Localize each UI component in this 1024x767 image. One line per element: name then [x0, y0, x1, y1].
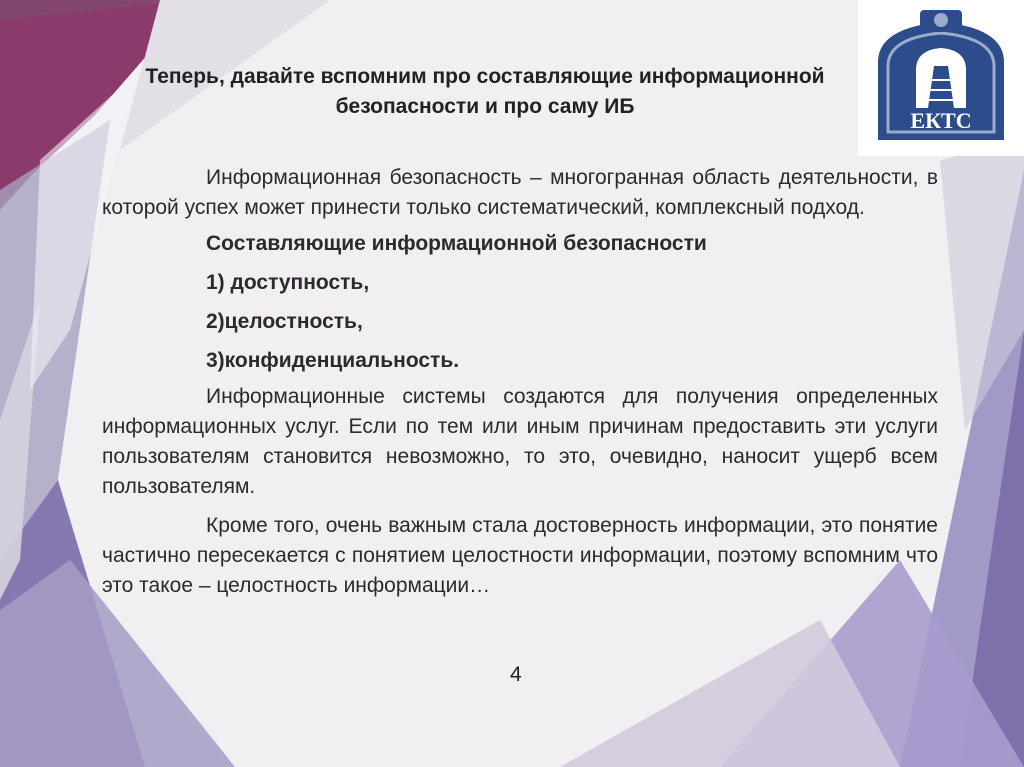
- paragraph-intro: Информационная безопасность – многогранная область деятельности, в которой успех может принести только систематический, комплексный подход.: [102, 166, 938, 219]
- component-integrity: 2)целостность,: [206, 310, 363, 333]
- page-number: 4: [510, 663, 522, 686]
- paragraph-reliability: Кроме того, очень важным стала достоверность информации, это понятие частично пересекается с понятием целостности информации, поэтому вспомним что это такое – целостность информации…: [102, 514, 938, 597]
- slide-title: Теперь, давайте вспомним про составляющие информационной безопасности и про саму ИБ: [145, 65, 825, 118]
- logo: [858, 0, 1024, 156]
- slide-body: [102, 163, 938, 601]
- college-emblem-icon: [858, 0, 1024, 156]
- paragraph-services: Информационные системы создаются для получения определенных информационных услуг. Если по тем или иным причинам предоставить эти услуги пользователям становится невозможно, то это, очевидно, наносит ущерб всем пользователям.: [102, 385, 938, 498]
- component-confidentiality: 3)конфиденциальность.: [206, 349, 460, 372]
- component-availability: 1) доступность,: [206, 271, 370, 294]
- components-heading: Составляющие информационной безопасности: [206, 232, 707, 255]
- logo-text: ЕКТС: [910, 108, 972, 133]
